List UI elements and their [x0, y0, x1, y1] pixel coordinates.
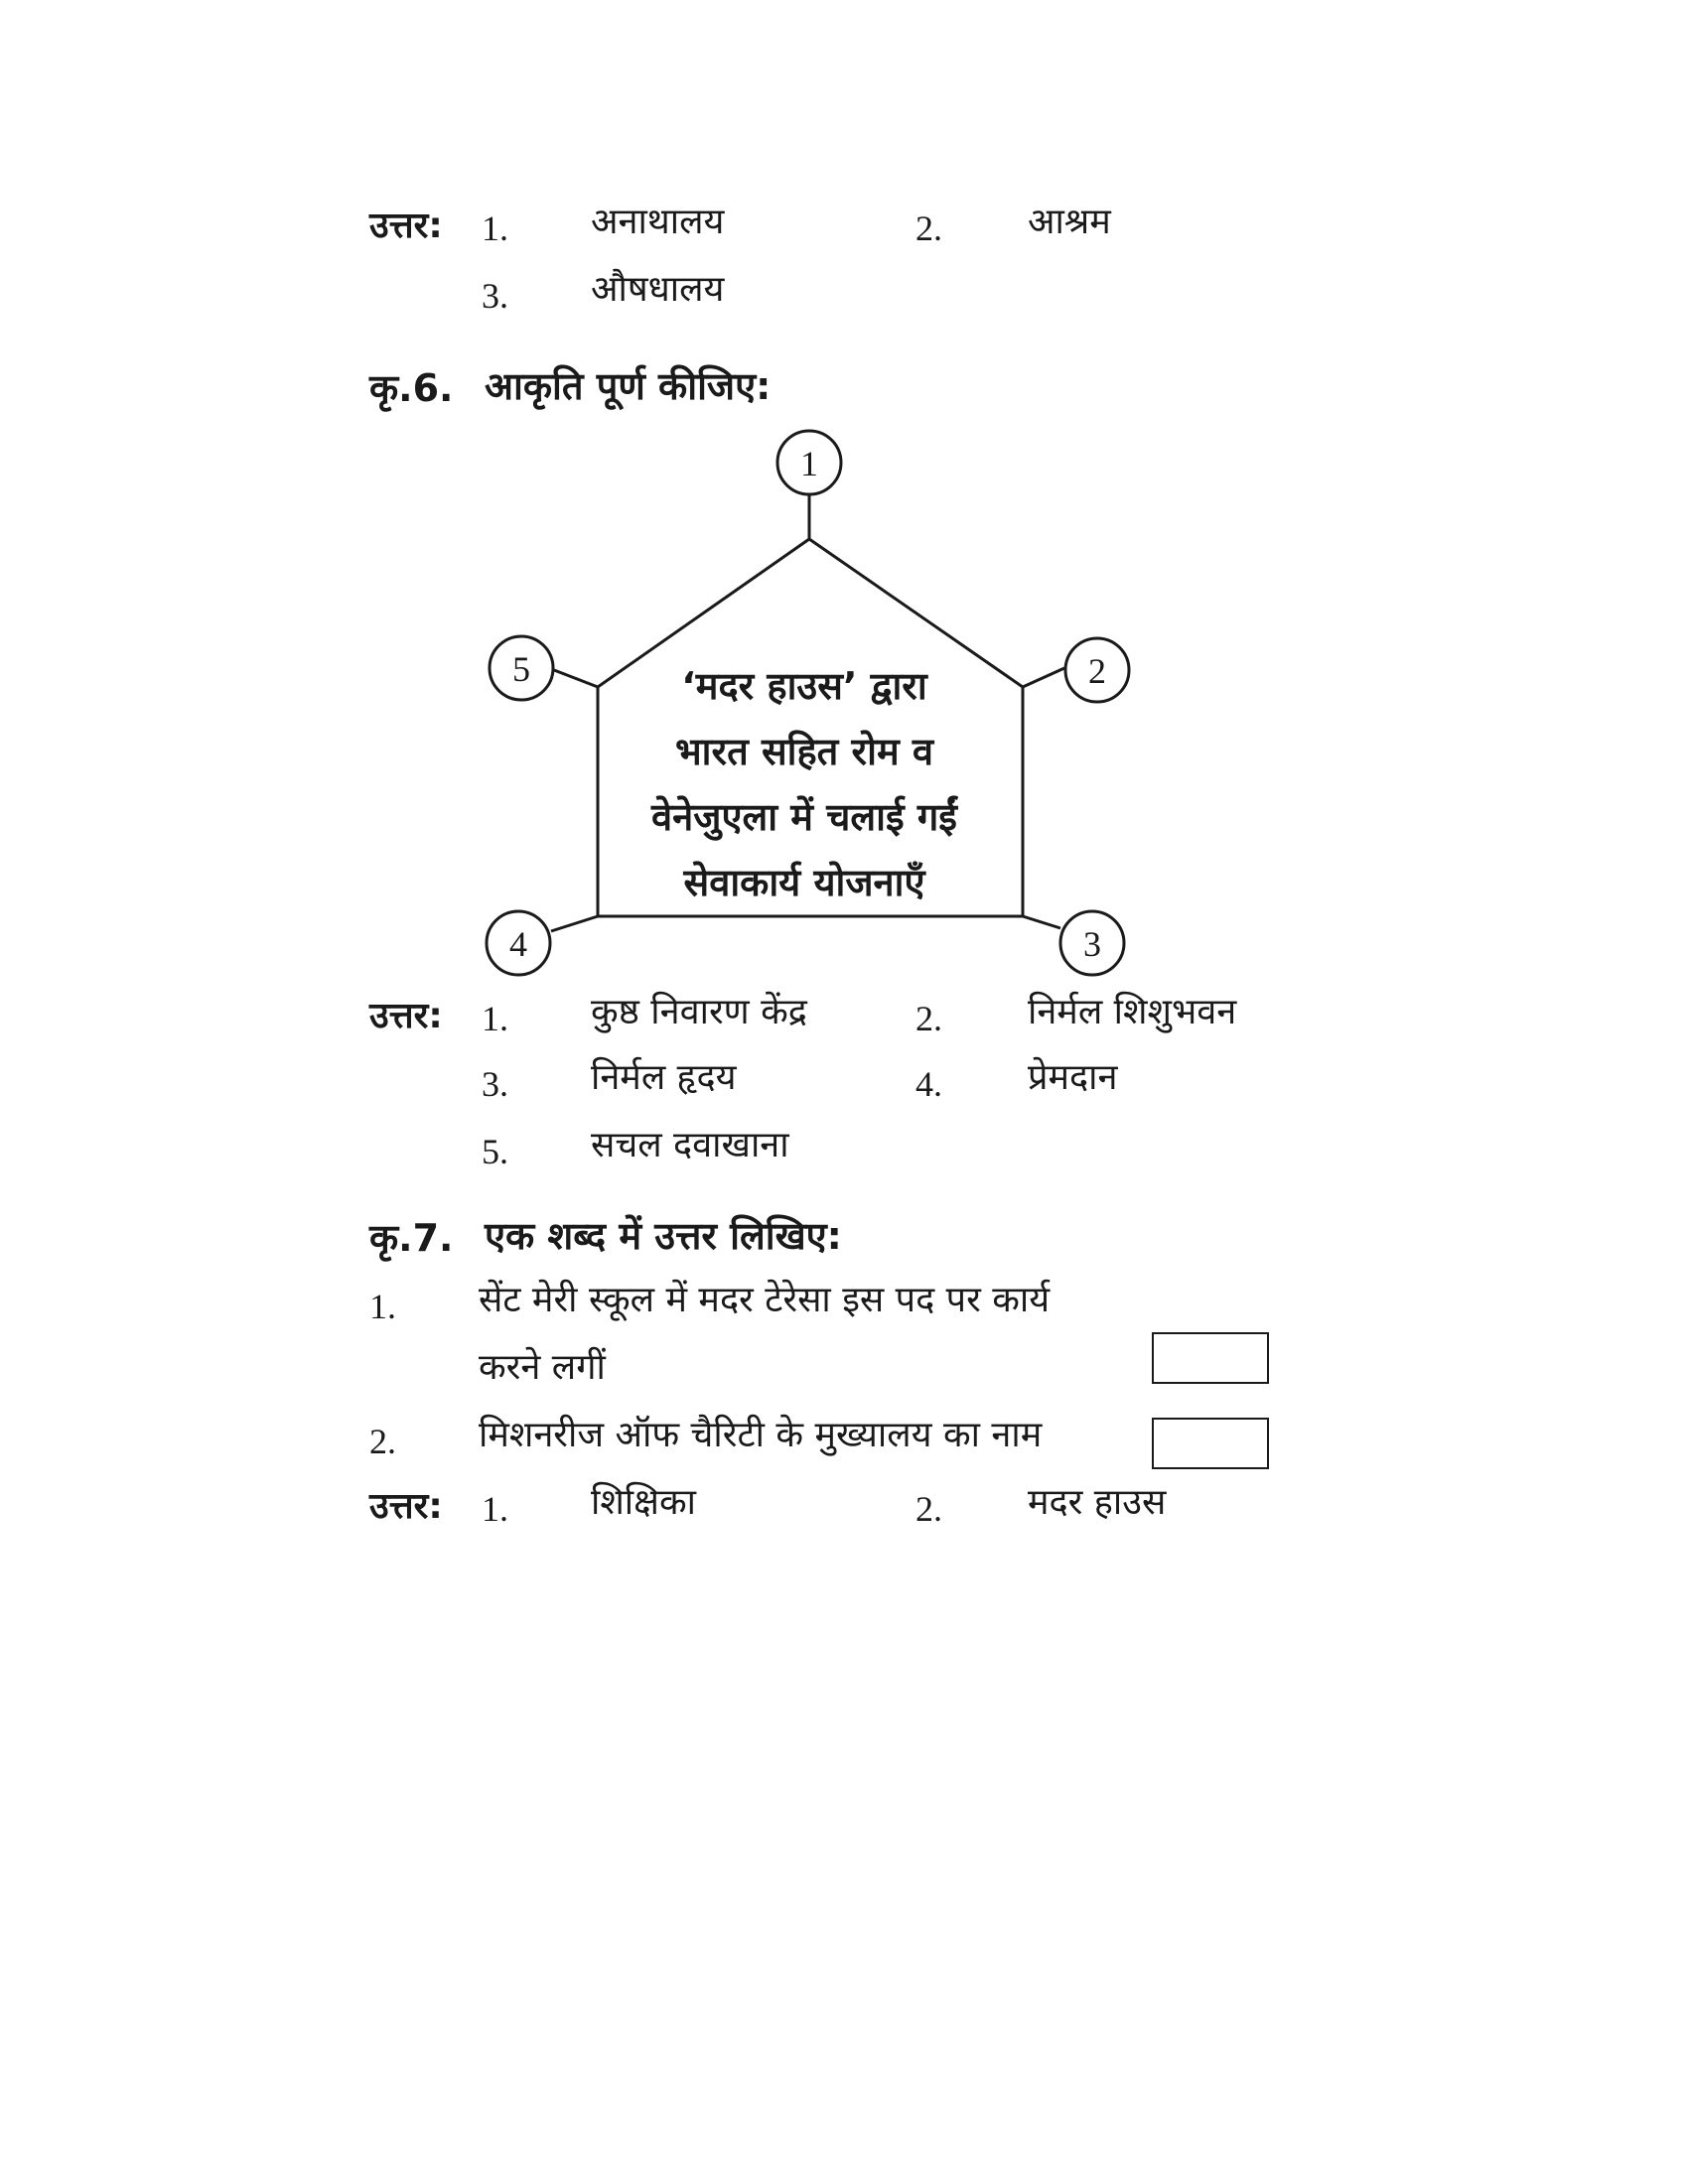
node-label-5: 5: [512, 649, 530, 689]
node-label-4: 4: [509, 924, 527, 964]
answer-label: उत्तर:: [369, 1486, 443, 1527]
node-label-2: 2: [1088, 651, 1106, 691]
connector-line: [1023, 668, 1064, 687]
answer-number: 1.: [482, 208, 508, 248]
node-label-3: 3: [1083, 924, 1101, 964]
answer-number: 1.: [482, 1489, 508, 1529]
answer-number: 5.: [482, 1132, 508, 1171]
question-title: आकृति पूर्ण कीजिए:: [485, 364, 772, 408]
answer-number: 2.: [915, 999, 942, 1038]
item-text: सेंट मेरी स्कूल में मदर टेरेसा इस पद पर कार्य: [479, 1280, 1051, 1320]
answer-text: शिक्षिका: [591, 1482, 696, 1523]
answer-number: 4.: [915, 1064, 942, 1104]
diagram-center-text: ‘मदर हाउस’ द्वारा: [681, 664, 927, 708]
answer-text: प्रेमदान: [1028, 1057, 1118, 1098]
answer-text: सचल दवाखाना: [591, 1125, 789, 1165]
item-text: करने लगीं: [479, 1347, 606, 1388]
answer-text: आश्रम: [1028, 202, 1111, 242]
question-number: कृ.6.: [369, 366, 454, 410]
answer-number: 2.: [915, 1489, 942, 1529]
question-number: कृ.7.: [369, 1216, 454, 1260]
connector-line: [1023, 916, 1060, 928]
node-label-1: 1: [800, 444, 818, 483]
answer-text: निर्मल शिशुभवन: [1028, 992, 1237, 1032]
answer-number: 3.: [482, 1064, 508, 1104]
answer-text: औषधालय: [591, 269, 725, 310]
question-title: एक शब्द में उत्तर लिखिए:: [485, 1214, 842, 1258]
diagram-center-text: वेनेजुएला में चलाई गईं: [651, 795, 957, 839]
item-number: 2.: [369, 1422, 396, 1461]
answer-box-1[interactable]: [1152, 1332, 1269, 1384]
answer-label: उत्तर:: [369, 205, 443, 246]
answer-label: उत्तर:: [369, 996, 443, 1036]
item-text: मिशनरीज ऑफ चैरिटी के मुख्यालय का नाम: [479, 1415, 1043, 1455]
answer-number: 3.: [482, 276, 508, 316]
answer-text: मदर हाउस: [1028, 1482, 1167, 1523]
answer-box-2[interactable]: [1152, 1418, 1269, 1469]
answer-text: कुष्ठ निवारण केंद्र: [591, 992, 807, 1032]
answer-number: 2.: [915, 208, 942, 248]
item-number: 1.: [369, 1287, 396, 1326]
answer-text: निर्मल हृदय: [591, 1057, 737, 1098]
diagram-center-text: सेवाकार्य योजनाएँ: [683, 861, 925, 904]
connector-line: [551, 916, 598, 931]
connector-line: [554, 670, 598, 687]
answer-text: अनाथालय: [591, 202, 725, 242]
diagram-center-text: भारत सहित रोम व: [674, 730, 934, 773]
answer-number: 1.: [482, 999, 508, 1038]
